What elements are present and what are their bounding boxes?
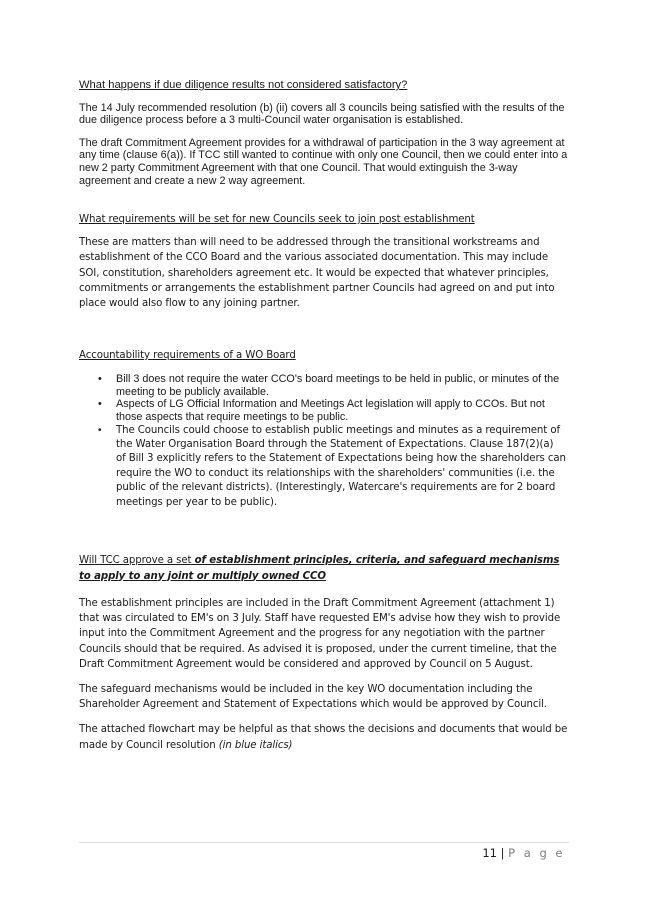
paragraph	[79, 722, 569, 752]
list-item	[98, 424, 566, 510]
section-new-councils	[79, 212, 569, 311]
bullet-icon: •	[98, 373, 102, 386]
list-item-text: Bill 3 does not require the water CCO's board meetings to be held in public, or minutes of the meeting to be publicly available.	[116, 373, 560, 398]
paragraph: The draft Commitment Agreement provides for a withdrawal of participation in the 3 way agreement at any time (clause 6(a)). If TCC still wanted to continue with only one Council, then we could enter into a new 2 party Commitment Agreement with that one Council. That would extinguish the 3-way agreement and create a new 2 way agreement.	[79, 136, 568, 187]
footer-divider	[79, 842, 569, 843]
section-heading: Accountability requirements of a WO Board	[79, 350, 296, 361]
section-heading: What requirements will be set for new Councils seek to join post establishment	[79, 214, 475, 225]
section-heading	[79, 553, 569, 584]
page-label: P a g e	[508, 846, 565, 860]
list-item-text: The Councils could choose to establish public meetings and minutes as a requirement of the Water Organisation Board through the Statement of Expectations. Clause 187(2)(a) of Bill 3 explicitly refers to the Statement of Expectations being how the shareholders can require the WO to conduct its relationships with the shareholders' communities (i.e. the public of the relevant districts). (Interestingly, Watercare's requirements are for 2 board meetings per year to be public).	[116, 424, 566, 508]
accountability-bullet-list	[79, 373, 566, 510]
section-heading: What happens if due diligence results not considered satisfactory?	[79, 79, 408, 91]
section-accountability	[79, 348, 569, 510]
paragraph: The safeguard mechanisms would be included in the key WO documentation including the Shareholder Agreement and Statement of Expectations which would be approved by Council.	[79, 684, 547, 711]
list-item	[98, 398, 566, 423]
footer-separator: |	[500, 846, 505, 860]
page-footer	[482, 846, 565, 860]
section-establishment-principles	[79, 553, 569, 753]
list-item	[98, 373, 566, 398]
paragraph: These are matters than will need to be addressed through the transitional workstreams and establishment of the CCO Board and the various associated documentation. This may include SOI, constitution, shareholders agreement etc. It would be expected that whatever principles, commitments or arrangements the establishment partner Councils had agreed on and put into place would also flow to any joining partner.	[79, 237, 555, 310]
section-due-diligence	[79, 79, 569, 187]
paragraph-text: The attached flowchart may be helpful as that shows the decisions and documents that would be made by Council resolution	[79, 724, 568, 751]
list-item-text: Aspects of LG Official Information and Meetings Act legislation will apply to CCOs. But not those aspects that require meetings to be public.	[116, 398, 545, 423]
heading-emphasis-text: of establishment principles, criteria, and safeguard mechanisms to apply to any joint or multiply owned CCO	[79, 555, 560, 582]
page-number: 11	[482, 846, 497, 860]
heading-plain-text: Will TCC approve a set	[79, 555, 195, 566]
bullet-icon: •	[98, 398, 102, 411]
paragraph: The 14 July recommended resolution (b) (ii) covers all 3 councils being satisfied with the results of the due diligence process before a 3 multi-Council water organisation is established.	[79, 101, 565, 127]
paragraph: The establishment principles are included in the Draft Commitment Agreement (attachment 1) that was circulated to EM's on 3 July. Staff have requested EM's advise how they wish to provide input into the Commitment Agreement and the progress for any negotiation with the partner Councils should that be required. As advised it is proposed, under the current timeline, that the Draft Commitment Agreement would be considered and approved by Council on 5 August.	[79, 598, 561, 670]
paragraph-italic-text: (in blue italics)	[218, 739, 293, 751]
bullet-icon: •	[98, 424, 102, 436]
